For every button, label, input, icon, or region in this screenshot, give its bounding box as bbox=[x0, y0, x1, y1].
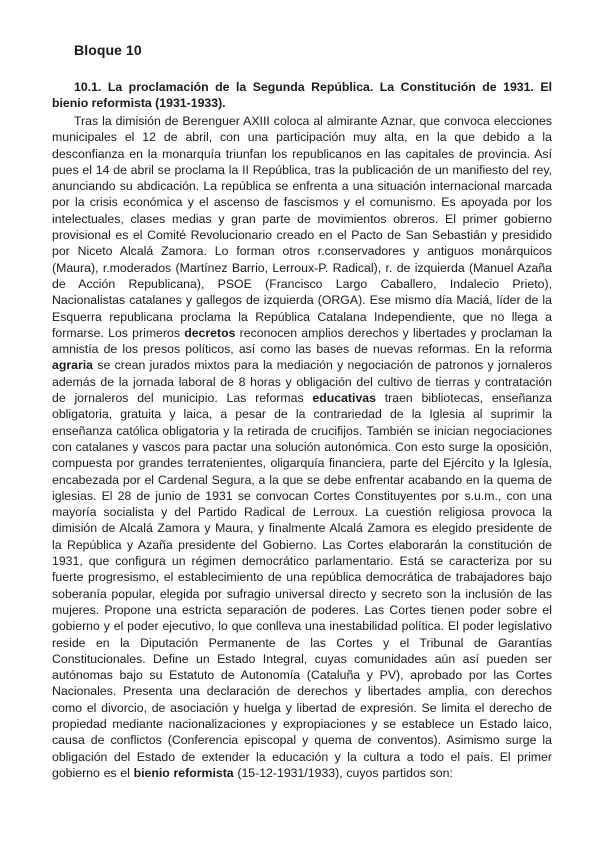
paragraph-text: (15-12-1931/1933), cuyos partidos son: bbox=[233, 765, 453, 780]
body-paragraph bbox=[52, 113, 552, 781]
paragraph-text: reconocen amplios derechos y libertades y proclaman la amnistía de los presos políticos, así como las bases de nuevas reformas. En la reforma bbox=[52, 325, 552, 357]
paragraph-text: traen bibliotecas, enseñanza obligatoria, gratuita y laica, a pesar de la contrariedad de la Iglesia al suprimir la enseñanza católica obligatoria y la retirada de crucifijos. También se inician negociaciones con catalanes y vascos para pactar una solución autonómica. Con esto surge la oposición, compuesta por grandes terratenientes, oligarquía financiera, parte del Ejército y la Iglesia, encabezada por el Cardenal Segura, a la que se debe enfrentar acabando en la quema de iglesias. El 28 de junio de 1931 se convocan Cortes Constituyentes por s.u.m., con una mayoría socialista y del Partido Radical de Lerroux. La cuestión religiosa provoca la dimisión de Alcalá Zamora y Maura, y finalmente Alcalá Zamora es elegido presidente de la República y Azaña presidente del Gobierno. Las Cortes elaborarán la constitución de 1931, que configura un régimen democrático parlamentario. Está se caracteriza por su fuerte progresismo, el establecimiento de una república democrática de trabajadores bajo soberanía popular, elegida por sufragio universal directo y secreto son la inclusión de las mujeres. Propone una estricta separación de poderes. Las Cortes tienen poder sobre el gobierno y el poder ejecutivo, lo que conlleva una inestabilidad política. El poder legislativo reside en la Diputación Permanente de las Cortes y el Tribunal de Garantías Constitucionales. Define un Estado Integral, cuyas comunidades aún así pueden ser autónomas bajo su Estatuto de Autonomía (Cataluña y PV), aprobado por las Cortes Nacionales. Presenta una declaración de derechos y libertades amplia, con derechos como el divorcio, de asociación y huelga y libertad de expresión. Se limita el derecho de propiedad mediante nacionalizaciones y expropiaciones y se establece un Estado laico, causa de conflictos (Conferencia episcopal y quema de conventos). Asimismo surge la obligación del Estado de extender la educación y la cultura a todo el país. El primer gobierno es el bbox=[52, 391, 552, 780]
bold-term-agraria: agraria bbox=[52, 358, 94, 373]
section-heading: 10.1. La proclamación de la Segunda República. La Constitución de 1931. El bienio reformista (1931-1933). bbox=[52, 80, 552, 110]
bold-term-bienio-reformista: bienio reformista bbox=[133, 765, 234, 780]
bold-term-decretos: decretos bbox=[184, 325, 236, 340]
document-title: Bloque 10 bbox=[74, 42, 142, 58]
paragraph-text: Tras la dimisión de Berenguer AXIII coloca al almirante Aznar, que convoca elecciones municipales el 12 de abril, con una participación muy alta, en la que debido a la desconfianza en la monarquía triunfan los republicanos en las capitales de provincia. Así pues el 14 de abril se proclama la II República, tras la publicación de un manifiesto del rey, anunciando su abdicación. La república se enfrenta a una situación internacional marcada por la crisis económica y el ascenso de fascismos y el comunismo. Es apoyada por los intelectuales, clases medias y gran parte de movimientos obreros. El primer gobierno provisional es el Comité Revolucionario creado en el Pacto de San Sebastián y presidido por Niceto Alcalá Zamora. Lo forman otros r.conservadores y antiguos monárquicos (Maura), r.moderados (Martínez Barrio, Lerroux-P. Radical), r. de izquierda (Manuel Azaña de Acción Republicana), PSOE (Francisco Largo Caballero, Indalecio Prieto), Nacionalistas catalanes y gallegos de izquierda (ORGA). Ese mismo día Maciá, líder de la Esquerra republicana proclama la República Catalana Independiente, que no llega a formarse. Los primeros bbox=[52, 114, 552, 340]
paragraph-text: se crean jurados mixtos para la mediación y negociación de patronos y jornaleros además de la jornada laboral de 8 horas y obligación del cultivo de tierras y contratación de jornaleros del municipio. Las reformas bbox=[52, 358, 552, 406]
bold-term-educativas: educativas bbox=[312, 391, 376, 406]
